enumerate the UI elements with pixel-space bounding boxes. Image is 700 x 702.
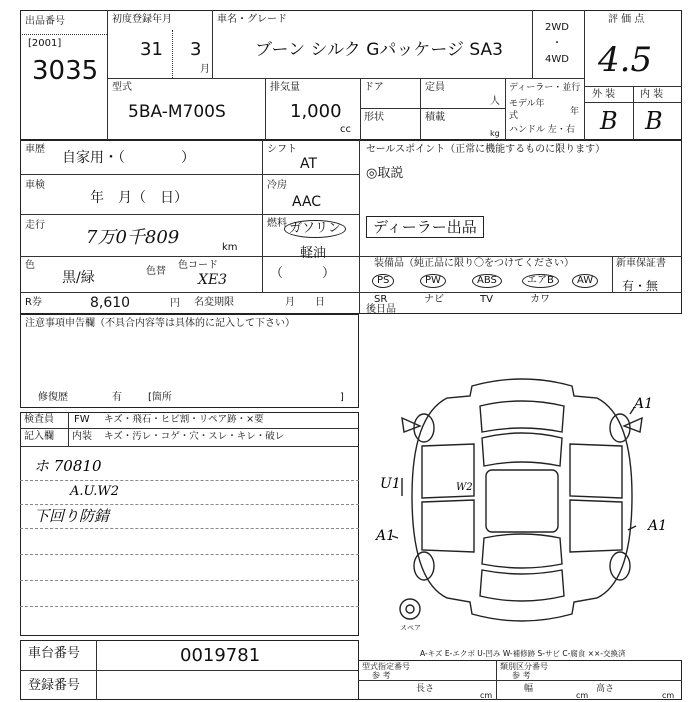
- divider: [360, 78, 361, 140]
- divider: [360, 108, 505, 109]
- width-label: 幅: [524, 684, 534, 694]
- damage-mark-roof: W2: [456, 482, 473, 493]
- equip-sr: SR: [374, 294, 388, 305]
- reference-label-1: 参 考: [372, 671, 391, 680]
- fuel-gasoline: ガソリン: [284, 220, 346, 238]
- inspector-interior: 内装: [72, 431, 92, 442]
- fuel-diesel: 軽油: [300, 246, 327, 261]
- exterior-grade: B: [600, 107, 618, 135]
- exterior-label: 外 装: [592, 89, 616, 100]
- divider: [505, 78, 506, 140]
- recycle-label: R券: [25, 297, 42, 308]
- type-designation-label: 型式指定番号: [362, 662, 410, 671]
- equip-ps: PS: [372, 274, 394, 288]
- equip-pw: PW: [420, 274, 446, 288]
- warranty-label: 新車保証書: [616, 258, 666, 269]
- damage-mark-left-rear: A1: [376, 528, 396, 544]
- repair-place: [箇所: [148, 392, 172, 403]
- spare-label: スペア: [400, 624, 421, 632]
- ruled-line: [20, 504, 359, 505]
- fuel-label: 燃料: [267, 218, 287, 229]
- width-unit: cm: [576, 691, 589, 700]
- load-unit: kg: [490, 129, 500, 138]
- equip-abs: ABS: [472, 274, 502, 288]
- color-code-label: 色コード: [178, 260, 218, 271]
- length-label: 長さ: [416, 684, 435, 694]
- color-label: 色: [25, 260, 35, 271]
- history-label: 車歴: [25, 144, 45, 155]
- ruled-line: [20, 580, 359, 581]
- ruled-line: [20, 554, 359, 555]
- interior-label: 内 装: [640, 89, 664, 100]
- auction-code: [2001]: [28, 38, 62, 49]
- later-items-label: 後日品: [366, 304, 396, 315]
- divider: [532, 10, 533, 78]
- recycle-value: 8,610: [90, 295, 131, 311]
- equip-leather: カワ: [530, 294, 550, 305]
- score-value: 4.5: [598, 40, 653, 80]
- divider: [68, 412, 69, 446]
- reference-label-2: 参 考: [512, 671, 531, 680]
- repair-label: 修復歴: [38, 392, 68, 403]
- divider: [212, 10, 213, 78]
- divider: [20, 428, 359, 429]
- recycle-yen: 円: [170, 298, 180, 309]
- divider: [107, 78, 584, 79]
- drive-4wd: 4WD: [545, 54, 569, 65]
- inspection-label: 車検: [25, 180, 45, 191]
- inspector-fw: FW: [74, 414, 90, 425]
- divider: [633, 86, 634, 140]
- ruled-line: [20, 528, 359, 529]
- mileage-unit: km: [222, 242, 238, 253]
- equip-tv: TV: [480, 294, 493, 305]
- divider: [107, 10, 108, 140]
- divider: [20, 174, 359, 175]
- color-code: XE3: [198, 272, 228, 288]
- divider: [359, 140, 360, 314]
- reg-month: 3: [190, 39, 202, 60]
- inspector-label-1: 検査員: [24, 414, 54, 425]
- lot-label: 出品番号: [25, 16, 65, 27]
- shift-value: AT: [300, 156, 318, 172]
- registration-label: 登録番号: [28, 678, 81, 693]
- drive-dot: ・: [552, 38, 562, 49]
- reg-year: 31: [140, 39, 163, 60]
- ac-label: 冷房: [267, 180, 287, 191]
- damage-mark-right-rear: A1: [648, 518, 668, 534]
- model-label: 型式: [112, 82, 132, 93]
- sheet-top-frame: [20, 10, 682, 140]
- divider: [584, 86, 682, 87]
- handwritten-note-2: A.U.W2: [70, 484, 120, 499]
- car-name: ブーン シルク Gパッケージ SA3: [255, 40, 503, 60]
- mileage-label: 走行: [25, 220, 45, 231]
- dealer-box: ディーラー出品: [366, 216, 484, 238]
- length-unit: cm: [480, 691, 493, 700]
- color-code-paren: （ ）: [270, 266, 336, 281]
- capacity-unit: 人: [490, 96, 500, 107]
- ruled-line: [20, 480, 359, 481]
- model-year-label: モデル年式: [509, 99, 545, 121]
- tax-value: 月 日: [285, 297, 325, 308]
- height-unit: cm: [662, 691, 675, 700]
- cc-unit: cc: [340, 124, 351, 135]
- ruled-line: [20, 606, 359, 607]
- height-label: 高さ: [596, 684, 615, 694]
- divider: [172, 30, 173, 78]
- divider: [262, 140, 263, 292]
- notes-label: 注意事項申告欄（不具合内容等は具体的に記入して下さい）: [25, 318, 295, 329]
- history-value: 自家用・（ ）: [62, 150, 195, 166]
- divider: [20, 446, 359, 447]
- model-value: 5BA-M700S: [128, 102, 226, 122]
- handwritten-note-3: 下回り防錆: [34, 507, 110, 525]
- interior-grade: B: [645, 107, 663, 135]
- cc-label: 排気量: [270, 82, 300, 93]
- damage-mark-left-door: U1: [380, 476, 401, 492]
- tax-label: 名変期限: [194, 297, 234, 308]
- chassis-number: 0019781: [180, 645, 261, 666]
- divider: [96, 640, 97, 700]
- dealer-label: ディーラー・並行: [509, 83, 581, 93]
- divider: [20, 34, 107, 35]
- color-value: 黒/緑: [62, 270, 95, 286]
- reg-month-unit: 月: [200, 64, 210, 75]
- capacity-label: 定員: [425, 82, 445, 93]
- handwritten-note-1: ホ 70810: [34, 457, 102, 475]
- repair-close: ]: [340, 392, 344, 403]
- divider: [420, 78, 421, 140]
- equip-navi: ナビ: [424, 294, 444, 305]
- ac-value: AAC: [292, 194, 322, 210]
- inspector-interior-text: キズ・汚レ・コゲ・穴・スレ・キレ・破レ: [104, 431, 285, 442]
- classification-label: 類別区分番号: [500, 662, 548, 671]
- shift-label: シフト: [267, 144, 297, 155]
- divider: [20, 670, 359, 671]
- cc-value: 1,000: [290, 101, 342, 122]
- divider: [20, 214, 359, 215]
- inspector-label-2: 記入欄: [24, 431, 54, 442]
- sales-point-label: セールスポイント（正常に機能するものに限ります）: [366, 144, 606, 155]
- divider: [584, 102, 682, 103]
- divider: [20, 292, 359, 293]
- inspector-fw-text: キズ・飛石・ヒビ割・リペア跡・×要: [104, 414, 264, 425]
- car-name-label: 車名・グレード: [217, 14, 287, 25]
- equipment-label: 装備品（純正品に限り〇をつけてください）: [374, 258, 574, 269]
- damage-mark-front-right: A1: [634, 396, 654, 412]
- equip-aw: AW: [572, 274, 598, 288]
- color-change-label: 色替: [146, 266, 166, 277]
- handle-label: ハンドル 左・右: [509, 125, 575, 135]
- divider: [584, 10, 585, 140]
- inspection-value: 年 月（ 日）: [90, 190, 188, 206]
- load-label: 積載: [425, 112, 445, 123]
- score-label: 評 価 点: [608, 14, 645, 25]
- equip-airbag: エアB: [522, 274, 559, 288]
- chassis-label: 車台番号: [28, 646, 81, 661]
- sales-manual: ◎取説: [366, 166, 404, 181]
- divider: [265, 78, 266, 140]
- model-year-unit: 年: [570, 107, 580, 117]
- divider: [359, 256, 682, 257]
- lot-number: 3035: [32, 56, 99, 86]
- repair-has: 有: [112, 392, 122, 403]
- drive-2wd: 2WD: [545, 22, 569, 33]
- mileage-value: 7万0千809: [86, 227, 180, 248]
- door-label: ドア: [364, 82, 384, 93]
- damage-legend: A-キズ E-エクボ U-凹み W-補修跡 S-サビ C-腐食 ××-交換済: [420, 649, 626, 658]
- divider: [612, 256, 613, 292]
- shape-label: 形状: [364, 112, 384, 123]
- first-reg-label: 初度登録年月: [112, 14, 172, 25]
- warranty-value: 有・無: [622, 279, 659, 293]
